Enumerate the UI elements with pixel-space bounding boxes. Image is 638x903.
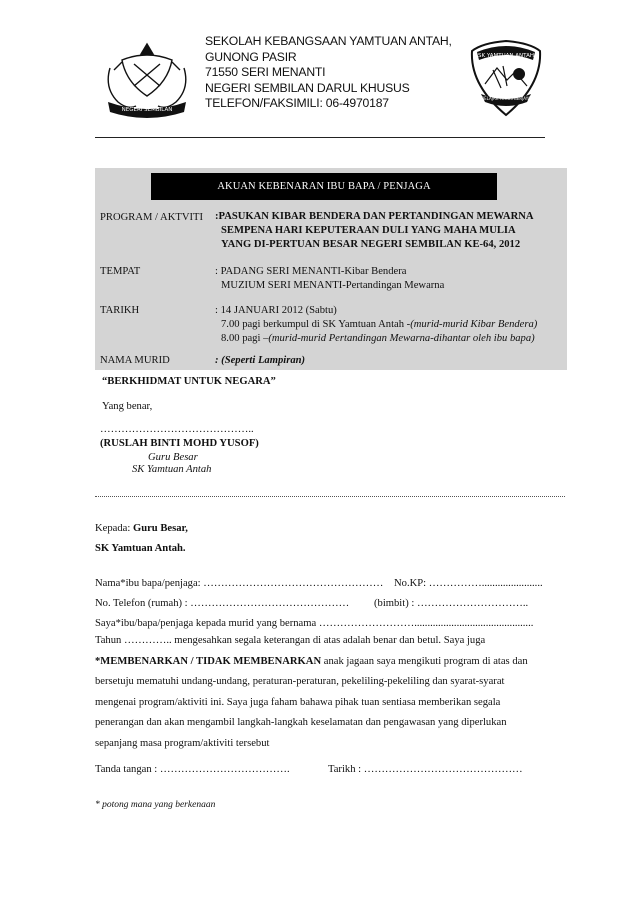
consent-paragraph: Tahun ………….. mengesahkan segala keterangan di atas adalah benar dan betul. Saya juga *MEMBENARKAN / TIDAK MEMBENARKAN anak jagaan saya mengikuti program di atas dan bersetuju mematuhi undang-undang, peraturan-peraturan, pekeliling-pekeliling dan syarat-syarat mengenai program/aktiviti ini. Saya juga faham bahawa pihak tuan sentiasa memberikan segala penerangan dan akan mengambil langkah-langkah keselamatan dan pengawasan yang diperlukan sepanjang masa program/aktiviti tersebut bbox=[95, 635, 528, 749]
svg-text:NEGERI SEMBILAN: NEGERI SEMBILAN bbox=[121, 107, 173, 113]
headmaster-school: SK Yamtuan Antah bbox=[132, 464, 212, 475]
yang-benar: Yang benar, bbox=[102, 401, 153, 412]
tarikh-value: : 14 JANUARI 2012 (Sabtu) 7.00 pagi berkumpul di SK Yamtuan Antah -(murid-murid Kibar Bendera) 8.00 pagi –(murid-murid Pertandingan Mewarna-dihantar oleh ibu bapa) bbox=[215, 305, 538, 344]
header-divider bbox=[95, 137, 545, 138]
mobile-phone-field[interactable]: (bimbit) : ………………………….. bbox=[374, 598, 529, 609]
address-line: 71550 SERI MENANTI bbox=[205, 65, 326, 79]
school-address-block bbox=[205, 34, 452, 112]
program-value: :PASUKAN KIBAR BENDERA DAN PERTANDINGAN MEWARNA SEMPENA HARI KEPUTERAAN DULI YANG MAHA MULIA YANG DI-PERTUAN BESAR NEGERI SEMBILAN KE-64, 2012 bbox=[215, 211, 534, 250]
program-label: PROGRAM / AKTVITI bbox=[100, 212, 203, 223]
svg-text:SK YAMTUAN ANTAH: SK YAMTUAN ANTAH bbox=[477, 53, 535, 59]
state-crest-logo bbox=[104, 40, 190, 124]
address-line: GUNONG PASIR bbox=[205, 49, 297, 64]
form-title-bar: AKUAN KEBENARAN IBU BAPA / PENJAGA bbox=[151, 173, 497, 200]
cut-line bbox=[95, 496, 565, 497]
tarikh-label: TARIKH bbox=[100, 305, 140, 316]
date-field[interactable]: Tarikh : ……………………………………… bbox=[328, 764, 523, 775]
nama-murid-label: NAMA MURID bbox=[100, 355, 170, 366]
headmaster-name: (RUSLAH BINTI MOHD YUSOF) bbox=[100, 438, 259, 449]
student-name-field[interactable]: Saya*ibu/bapa/penjaga kepada murid yang bernama ………………………............................................. bbox=[95, 618, 534, 629]
parent-name-field[interactable]: Nama*ibu bapa/penjaga: …………………………………………… bbox=[95, 578, 384, 589]
school-badge-logo bbox=[467, 38, 545, 118]
tempat-value: : PADANG SERI MENANTI-Kibar Bendera MUZIUM SERI MENANTI-Pertandingan Mewarna bbox=[215, 266, 445, 291]
home-phone-field[interactable]: No. Telefon (rumah) : ……………………………………… bbox=[95, 598, 350, 609]
footnote: * potong mana yang berkenaan bbox=[95, 800, 216, 810]
motto: “BERKHIDMAT UNTUK NEGARA” bbox=[102, 376, 276, 387]
kepada-school: SK Yamtuan Antah. bbox=[95, 543, 186, 554]
consent-choice[interactable]: *MEMBENARKAN / TIDAK MEMBENARKAN bbox=[95, 655, 322, 667]
tempat-label: TEMPAT bbox=[100, 266, 141, 277]
kepada-line: Kepada: Guru Besar, bbox=[95, 523, 188, 534]
signature-dots: …………………………………….. bbox=[100, 424, 254, 435]
svg-text:BELAJAR TERUS BERJAYA: BELAJAR TERUS BERJAYA bbox=[481, 96, 531, 101]
phone-fax-line: TELEFON/FAKSIMILI: 06-4970187 bbox=[205, 96, 389, 110]
signature-field[interactable]: Tanda tangan : ………………………………. bbox=[95, 764, 290, 775]
headmaster-position: Guru Besar bbox=[148, 452, 198, 463]
ic-number-field[interactable]: No.KP: ……………....................... bbox=[394, 578, 543, 589]
address-line: NEGERI SEMBILAN DARUL KHUSUS bbox=[205, 80, 410, 95]
school-name: SEKOLAH KEBANGSAAN YAMTUAN ANTAH, bbox=[205, 34, 452, 48]
nama-murid-value: : (Seperti Lampiran) bbox=[215, 355, 306, 366]
